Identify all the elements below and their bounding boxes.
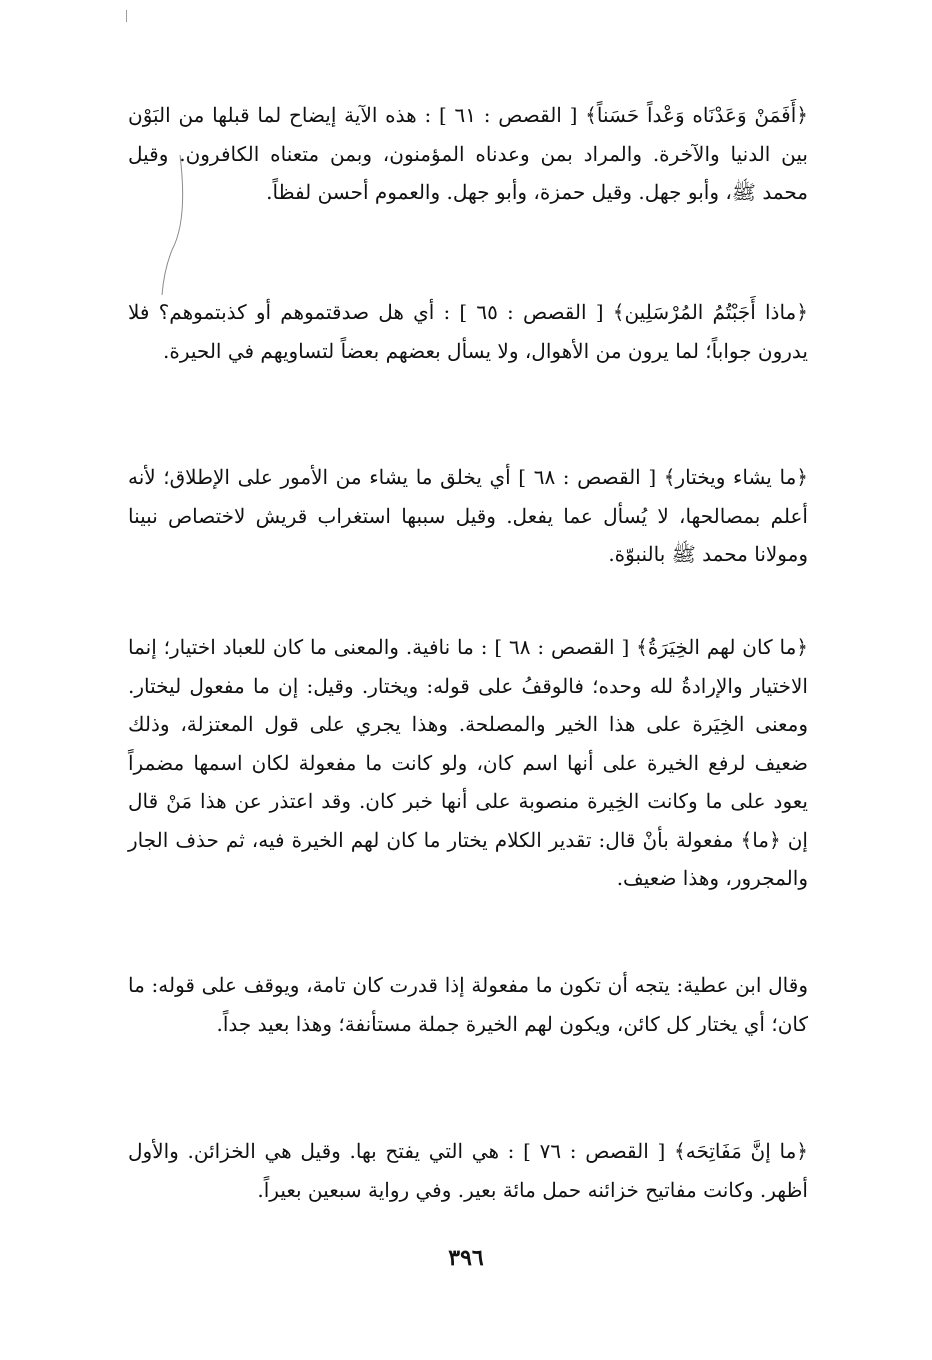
paragraph-verse-61: ﴿أَفَمَنْ وَعَدْنَاه وَعْداً حَسَناً﴾ [ القصص : ٦١ ] : هذه الآية إيضاح لما قبلها من البَوْن بين الدنيا والآخرة. والمراد بمن وعدناه المؤمنون، وبمن متعناه الكافرون. وقيل محمد ﷺ، وأبو جهل. وقيل حمزة، وأبو جهل. والعموم أحسن لفظاً. [128, 103, 808, 204]
paragraph-verse-76: ﴿ما إنَّ مَفَاتِحَه﴾ [ القصص : ٧٦ ] : هي التي يفتح بها. وقيل هي الخزائن. والأول أظهر. وكانت مفاتيح خزائنه حمل مائة بعير. وفي رواية سبعين بعيراً. [128, 1139, 808, 1202]
paragraph-verse-68-choice: ﴿ما يشاء ويختار﴾ [ القصص : ٦٨ ] أي يخلق ما يشاء من الأمور على الإطلاق؛ لأنه أعلم بمصالحها، لا يُسأل عما يفعل. وقيل سببها استغراب قريش لاختصاص نبينا ومولانا محمد ﷺ بالنبوّة. [128, 465, 808, 566]
scan-mark [126, 10, 127, 22]
page-number: ٣٩٦ [448, 1245, 484, 1271]
paragraph-verse-68-khiyara: ﴿ما كان لهم الخِيَرَةُ﴾ [ القصص : ٦٨ ] : ما نافية. والمعنى ما كان للعباد اختيار؛ إنما الاختيار والإرادةُ لله وحده؛ فالوقفُ على قوله: ويختار. وقيل: إن ما مفعول ليختار. ومعنى الخِيَرة على هذا الخير والمصلحة. وهذا يجري على قول المعتزلة، وذلك ضعيف لرفع الخيرة على أنها اسم كان، ولو كانت ما مفعولة لكان اسمها مضمراً يعود على ما وكانت الخِيرة منصوبة على أنها خبر كان. وقد اعتذر عن هذا مَنْ قال إن ﴿ما﴾ مفعولة بأنْ قال: تقدير الكلام يختار ما كان لهم الخيرة فيه، ثم حذف الجار والمجرور، وهذا ضعيف. [128, 635, 809, 890]
paragraph-verse-65: ﴿ماذا أَجَبْتُمُ المُرْسَلِين﴾ [ القصص : ٦٥ ] : أي هل صدقتموهم أو كذبتموهم؟ فلا يدرون جواباً؛ لما يرون من الأهوال، ولا يسأل بعضهم بعضاً لتساويهم في الحيرة. [128, 300, 808, 363]
paragraph-ibn-atiyya: وقال ابن عطية: يتجه أن تكون ما مفعولة إذا قدرت كان تامة، ويوقف على قوله: ما كان؛ أي يختار كل كائن، ويكون لهم الخيرة جملة مستأنفة؛ وهذا بعيد جداً. [128, 973, 808, 1036]
